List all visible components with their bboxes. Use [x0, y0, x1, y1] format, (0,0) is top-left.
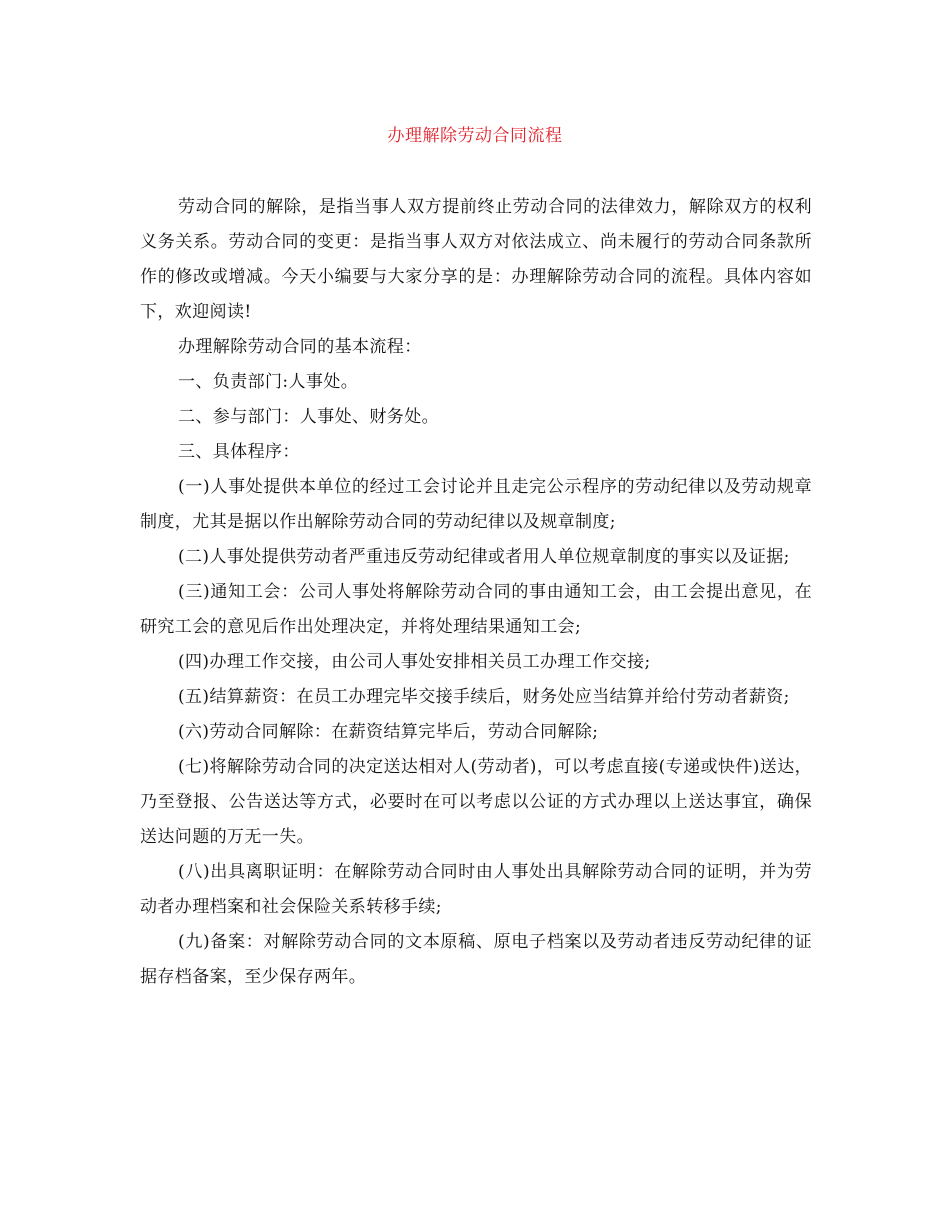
procedure-step-1: (一)人事处提供本单位的经过工会讨论并且走完公示程序的劳动纪律以及劳动规章制度，尤其是据以作出解除劳动合同的劳动纪律以及规章制度;: [140, 477, 812, 532]
procedure-step-8: (八)出具离职证明：在解除劳动合同时由人事处出具解除劳动合同的证明，并为劳动者办理档案和社会保险关系转移手续;: [140, 862, 812, 917]
procedure-step-9: (九)备案：对解除劳动合同的文本原稿、原电子档案以及劳动者违反劳动纪律的证据存档备案，至少保存两年。: [140, 932, 812, 987]
document-title: 办理解除劳动合同流程: [387, 126, 563, 146]
procedure-step-4: (四)办理工作交接，由公司人事处安排相关员工办理工作交接;: [178, 652, 651, 672]
procedure-step-7: (七)将解除劳动合同的决定送达相对人(劳动者)，可以考虑直接(专递或快件)送达，乃至登报、公告送达等方式，必要时在可以考虑以公证的方式办理以上送达事宜，确保送达问题的万无一失。: [140, 757, 812, 847]
process-heading: 办理解除劳动合同的基本流程：: [178, 337, 422, 357]
procedure-step-6: (六)劳动合同解除：在薪资结算完毕后，劳动合同解除;: [178, 722, 599, 742]
document-body: [140, 190, 812, 995]
procedure-step-3: (三)通知工会：公司人事处将解除劳动合同的事由通知工会，由工会提出意见，在研究工会的意见后作出处理决定，并将处理结果通知工会;: [140, 582, 812, 637]
intro-paragraph: 劳动合同的解除，是指当事人双方提前终止劳动合同的法律效力，解除双方的权利义务关系。劳动合同的变更：是指当事人双方对依法成立、尚未履行的劳动合同条款所作的修改或增减。今天小编要与大家分享的是：办理解除劳动合同的流程。具体内容如下，欢迎阅读!: [140, 197, 812, 322]
procedure-heading: 三、具体程序：: [178, 442, 300, 462]
procedure-step-5: (五)结算薪资：在员工办理完毕交接手续后，财务处应当结算并给付劳动者薪资;: [178, 687, 790, 707]
procedure-step-2: (二)人事处提供劳动者严重违反劳动纪律或者用人单位规章制度的事实以及证据;: [178, 547, 790, 567]
participating-departments: 二、参与部门：人事处、财务处。: [178, 407, 439, 427]
responsible-department: 一、负责部门:人事处。: [178, 372, 359, 392]
